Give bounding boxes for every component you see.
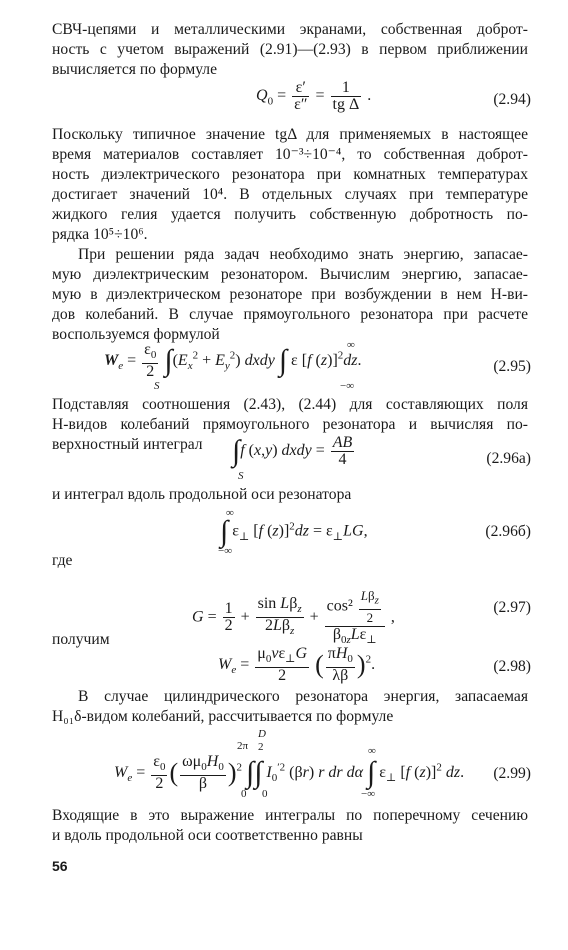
- equation-2-94: $Q_0$ = $\frac{\varepsilon'}{\varepsilon''}$ = $\frac{1}{\text{tg Δ}}$ .: [256, 79, 372, 113]
- integral-limit: −∞: [340, 380, 355, 392]
- equation-number: (2.94): [493, 91, 531, 108]
- text-line: Поскольку типичное значение tgΔ для применяемых в настоящее: [52, 126, 528, 143]
- integral-limit: −∞: [218, 545, 233, 557]
- integral-limit: S: [238, 470, 244, 482]
- equation-number: (2.96а): [486, 450, 531, 467]
- text-line: время материалов составляет 10⁻³÷10⁻⁴, то собственная доброт-: [52, 146, 528, 163]
- equation-number: (2.97): [493, 599, 531, 616]
- integral-limit: ∞: [347, 339, 355, 351]
- page-number: 56: [52, 858, 68, 874]
- equation-2-98: $W_e$ = $\frac{\mu_0v\varepsilon_\perp G}{2}$ ( $\frac{\pi H_0}{\lambda\beta}$ )$^2$.: [218, 645, 376, 685]
- equation-number: (2.95): [493, 358, 531, 375]
- text-line: получим: [52, 631, 110, 648]
- integral-limit: 0: [262, 788, 268, 800]
- text-line: дов колебаний. В случае прямоугольного резонатора при расчете: [52, 306, 528, 323]
- text-line: рядка 10⁵÷10⁶.: [52, 226, 148, 243]
- equation-2-96b: ∫ $\varepsilon_\perp$ [f $(z)]^2dz = \varepsilon_\perp LG$,: [220, 515, 368, 548]
- text-line: где: [52, 552, 73, 569]
- text-line: При решении ряда задач необходимо знать энергию, запасае-: [78, 246, 528, 263]
- equation-number: (2.98): [493, 658, 531, 675]
- text-line: ность с учетом выражений (2.91)—(2.93) в первом приближении: [52, 41, 528, 58]
- integral-limit: 0: [241, 788, 247, 800]
- text-line: Подставляя соотношения (2.43), (2.44) для составляющих поля: [52, 396, 528, 413]
- integral-limit: S: [154, 380, 160, 392]
- text-line: и интеграл вдоль продольной оси резонатора: [52, 486, 352, 503]
- equation-2-96a: ∫f (x,y) dxdy = $\frac{AB}{4}$: [232, 434, 353, 468]
- integral-limit: D: [258, 728, 266, 740]
- integral-limit: ∞: [226, 507, 234, 519]
- text-line: и вдоль продольной оси соответственно равны: [52, 827, 363, 844]
- text-line: СВЧ-цепями и металлическими экранами, собственная доброт-: [52, 21, 528, 38]
- integral-limit: −∞: [361, 788, 376, 800]
- text-line: воспользуемся формулой: [52, 326, 220, 343]
- text-line: В случае цилиндрического резонатора энергия, запасаемая: [78, 688, 528, 705]
- integral-limit: ∞: [368, 745, 376, 757]
- text-line: H₀₁δ-видом колебаний, рассчитывается по формуле: [52, 708, 394, 725]
- equation-2-99: $W_e$ = $\frac{\varepsilon_0}{2}$ ( $\frac{\omega\mu_0H_0}{\beta}$ )$^2$ ∫∫ $I_0^{'2}$ (βr) r dr dα ∫ $\varepsilon_\perp$ [f (z)]$^2$ dz.: [114, 753, 465, 793]
- integral-limit: 2π: [237, 740, 249, 752]
- text-line: Входящие в это выражение интегралы по поперечному сечению: [52, 807, 528, 824]
- text-line: жидкого гелия удается получить собственную добротность по-: [52, 206, 528, 223]
- equation-2-97: G = $\frac{1}{2}$ + $\frac{\sin L\beta_z}{2L\beta_z}$ + cos² $\frac{L\beta_z}{2}$ $\beta_{0z}L\varepsilon_\perp$ ,: [192, 588, 395, 646]
- text-line: мую в диэлектрическом резонаторе при возбуждении в нем H-ви-: [52, 286, 528, 303]
- text-line: мую диэлектрическим резонатором. Вычислим энергию, запасае-: [52, 266, 528, 283]
- text-line: верхностный интеграл: [52, 436, 203, 453]
- text-line: H-видов колебаний прямоугольного резонатора и вычисляя по-: [52, 416, 528, 433]
- equation-number: (2.96б): [485, 523, 531, 540]
- text-line: достигает значений 10⁴. В отдельных случаях при температуре: [52, 186, 528, 203]
- equation-2-95: $W_e$ = $\frac{\varepsilon_0}{2}$ $\int(E_x^2 + E_y^2)$ dxdy ∫ ε [f (z)]$^2$dz.: [104, 341, 362, 381]
- equation-number: (2.99): [493, 765, 531, 782]
- integral-limit: 2: [258, 741, 264, 753]
- text-line: вычисляется по формуле: [52, 61, 218, 78]
- text-line: ность диэлектрического резонатора при комнатных температурах: [52, 166, 528, 183]
